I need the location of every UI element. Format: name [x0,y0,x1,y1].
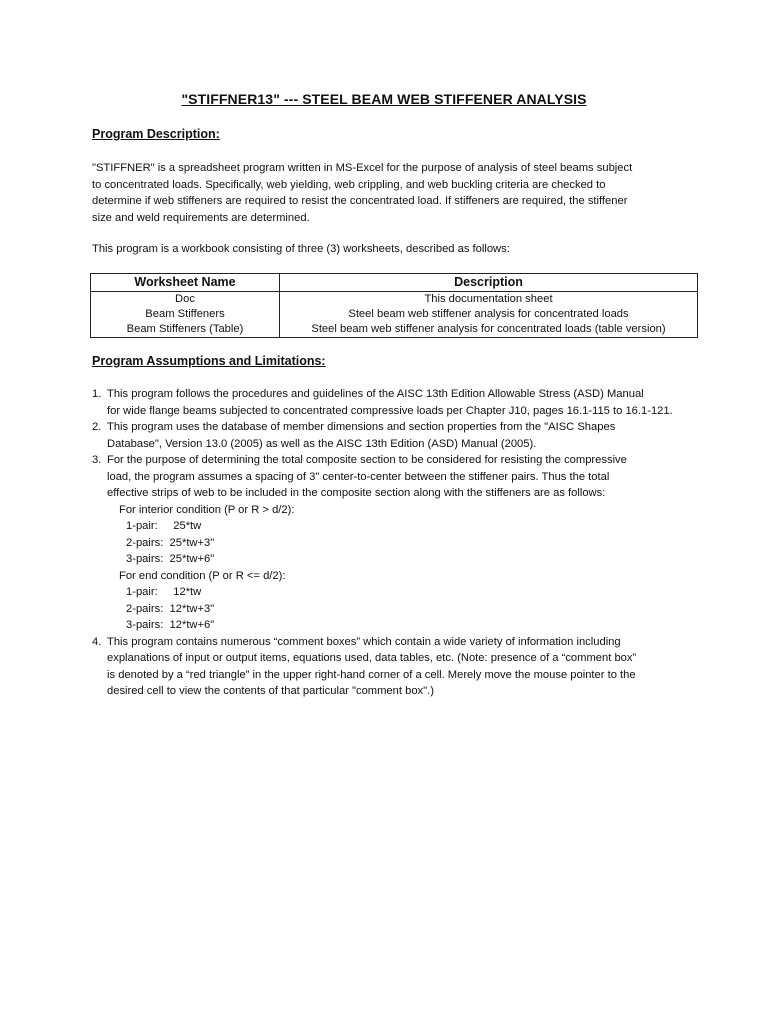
program-description-paragraph [92,160,692,226]
interior-pair-rule: 3-pairs: 25*tw+6" [126,553,215,565]
description-line: "STIFFNER" is a spreadsheet program written in MS-Excel for the purpose of analysis of steel beams subject [92,162,633,174]
program-description-heading: Program Description: [92,127,220,141]
table-header-row [91,274,698,292]
worksheet-name-cell: Beam Stiffeners (Table) [91,322,280,338]
end-pair-rule: 2-pairs: 12*tw+3" [126,602,215,615]
list-item [92,386,692,419]
table-row [91,322,698,338]
list-item [92,419,692,452]
worksheet-description-cell: This documentation sheet [280,292,698,308]
item-line: for wide flange beams subjected to concentrated compressive loads per Chapter J10, pages 16.1-115 to 16.1-121. [107,404,673,417]
item-number: 1. [92,388,102,400]
item-line: This program follows the procedures and guidelines of the AISC 13th Edition Allowable Stress (ASD) Manual [107,388,644,400]
description-line: determine if web stiffeners are required to resist the concentrated load. If stiffeners are required, the stiffener [92,195,628,207]
item-line: This program uses the database of member dimensions and section properties from the "AISC Shapes [107,421,616,433]
end-pair-rule: 3-pairs: 12*tw+6" [126,619,215,631]
item-line: effective strips of web to be included in the composite section along with the stiffeners are as follows: [107,487,606,499]
description-line: size and weld requirements are determined. [92,211,310,224]
interior-pair-rule: 2-pairs: 25*tw+3" [126,536,215,549]
item-line: load, the program assumes a spacing of 3" center-to-center between the stiffener pairs. Thus the total [107,470,610,483]
assumptions-heading: Program Assumptions and Limitations: [92,354,326,368]
end-pair-rule: 1-pair: 12*tw [126,586,202,598]
workbook-intro-line: This program is a workbook consisting of three (3) worksheets, described as follows: [92,243,510,255]
item-line: explanations of input or output items, equations used, data tables, etc. (Note: presence of a “comment box” [107,652,637,664]
worksheet-name-cell: Doc [91,292,280,308]
item-number: 4. [92,635,102,648]
end-condition-label: For end condition (P or R <= d/2): [119,569,286,582]
item-number: 2. [92,421,102,433]
table-row [91,307,698,322]
item-number: 3. [92,454,102,466]
list-item [92,452,692,634]
table-row [91,292,698,308]
item-line: desired cell to view the contents of that particular "comment box".) [107,685,434,697]
document-title: "STIFFNER13" --- STEEL BEAM WEB STIFFENER ANALYSIS [181,91,587,107]
item-line: Database", Version 13.0 (2005) as well as the AISC 13th Edition (ASD) Manual (2005). [107,437,537,450]
interior-pair-rule: 1-pair: 25*tw [126,520,202,532]
item-line: For the purpose of determining the total composite section to be considered for resisting the compressive [107,454,627,466]
assumptions-list [92,386,692,700]
worksheet-description-cell: Steel beam web stiffener analysis for concentrated loads [280,307,698,322]
worksheet-table [90,273,698,338]
item-line: is denoted by a “red triangle” in the upper right-hand corner of a cell. Merely move the mouse pointer to the [107,668,636,681]
interior-condition-label: For interior condition (P or R > d/2): [119,503,295,516]
description-line: to concentrated loads. Specifically, web yielding, web crippling, and web buckling criteria are checked to [92,178,606,191]
column-header: Description [280,274,698,292]
list-item [92,634,692,700]
worksheet-name-cell: Beam Stiffeners [91,307,280,322]
column-header: Worksheet Name [91,274,280,292]
item-line: This program contains numerous “comment boxes” which contain a wide variety of information including [107,635,621,648]
worksheet-description-cell: Steel beam web stiffener analysis for concentrated loads (table version) [280,322,698,338]
